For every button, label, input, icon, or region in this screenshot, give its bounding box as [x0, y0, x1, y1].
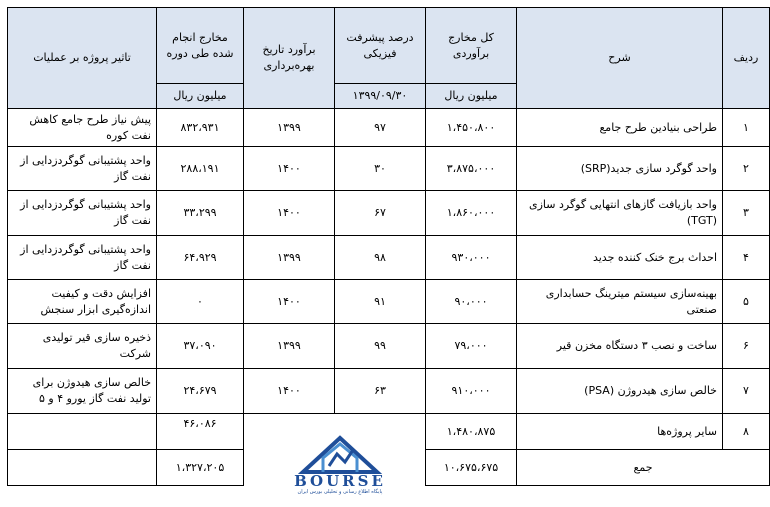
header-op-date: برآورد تاریخ بهره‌برداری — [244, 8, 335, 109]
row-total-cost: ۱،۴۸۰،۸۷۵ — [426, 414, 517, 450]
header-spent-unit: میلیون ریال — [157, 84, 244, 109]
row-spent: ۶۴،۹۲۹ — [157, 236, 244, 280]
row-number: ۲ — [723, 147, 770, 191]
total-impact-empty — [8, 450, 157, 486]
row-number: ۷ — [723, 369, 770, 414]
row-description: خالص سازی هیدروژن (PSA) — [517, 369, 723, 414]
row-description: بهینه‌سازی سیستم میترینگ حسابداری صنعتی — [517, 280, 723, 324]
table-row — [8, 236, 770, 280]
row-impact: واحد پشتیبانی گوگردزدایی از نفت گاز — [8, 191, 157, 236]
projects-table — [7, 7, 770, 486]
row-impact-empty — [8, 414, 157, 450]
row-number: ۳ — [723, 191, 770, 236]
row-number: ۱ — [723, 109, 770, 147]
row-description: واحد گوگرد سازی جدید(SRP) — [517, 147, 723, 191]
total-spent-sum: ۱،۳۲۷،۲۰۵ — [157, 450, 244, 486]
bourse-logo-mark — [263, 432, 417, 476]
row-total-cost: ۳،۸۷۵،۰۰۰ — [426, 147, 517, 191]
row-spent: ۰ — [157, 280, 244, 324]
header-progress-date: ۱۳۹۹/۰۹/۳۰ — [335, 84, 426, 109]
header-spent: مخارج انجام شده طی دوره — [157, 8, 244, 84]
row-total-cost: ۷۹،۰۰۰ — [426, 324, 517, 369]
row-description: واحد بازیافت گازهای انتهایی گوگرد سازی (TGT) — [517, 191, 723, 236]
row-progress: ۳۰ — [335, 147, 426, 191]
row-op-date: ۱۳۹۹ — [244, 236, 335, 280]
table-row — [8, 369, 770, 414]
row-total-cost: ۹۱۰،۰۰۰ — [426, 369, 517, 414]
row-progress: ۹۸ — [335, 236, 426, 280]
row-description: احداث برج خنک کننده جدید — [517, 236, 723, 280]
row-number: ۸ — [723, 414, 770, 450]
row-description: طراحی بنیادین طرح جامع — [517, 109, 723, 147]
table-row — [8, 109, 770, 147]
total-label: جمع — [517, 450, 770, 486]
row-op-date: ۱۴۰۰ — [244, 280, 335, 324]
row-total-cost: ۹۳۰،۰۰۰ — [426, 236, 517, 280]
row-spent: ۲۸۸،۱۹۱ — [157, 147, 244, 191]
row-op-date: ۱۳۹۹ — [244, 109, 335, 147]
row-total-cost: ۹۰،۰۰۰ — [426, 280, 517, 324]
row-impact: ذخیره سازی قیر تولیدی شرکت — [8, 324, 157, 369]
row-description: ساخت و نصب ۳ دستگاه مخزن قیر — [517, 324, 723, 369]
row-impact: واحد پشتیبانی گوگردزدایی از نفت گاز — [8, 236, 157, 280]
row-progress: ۶۷ — [335, 191, 426, 236]
row-op-date: ۱۴۰۰ — [244, 191, 335, 236]
header-description: شرح — [517, 8, 723, 109]
row-spent: ۸۳۲،۹۳۱ — [157, 109, 244, 147]
row-op-date: ۱۳۹۹ — [244, 324, 335, 369]
row-number: ۶ — [723, 324, 770, 369]
row-number: ۴ — [723, 236, 770, 280]
row-impact: واحد پشتیبانی گوگردزدایی از نفت گاز — [8, 147, 157, 191]
row-impact: پیش نیاز طرح جامع کاهش نفت کوره — [8, 109, 157, 147]
logo-wordmark: BOURSE — [294, 472, 386, 490]
row-total-cost: ۱،۴۵۰،۸۰۰ — [426, 109, 517, 147]
row-op-date: ۱۴۰۰ — [244, 147, 335, 191]
header-row-no: ردیف — [723, 8, 770, 109]
table-row — [8, 280, 770, 324]
header-progress: درصد پیشرفت فیزیکی — [335, 8, 426, 84]
table-row — [8, 147, 770, 191]
header-total-cost-unit: میلیون ریال — [426, 84, 517, 109]
row-impact: افزایش دقت و کیفیت اندازه‌گیری ابزار سنجش — [8, 280, 157, 324]
row-spent: ۳۷،۰۹۰ — [157, 324, 244, 369]
row-progress: ۹۱ — [335, 280, 426, 324]
row-description: سایر پروژه‌ها — [517, 414, 723, 450]
table-row — [8, 191, 770, 236]
row-total-cost: ۱،۸۶۰،۰۰۰ — [426, 191, 517, 236]
total-cost-sum: ۱۰،۶۷۵،۶۷۵ — [426, 450, 517, 486]
logo-tagline: پایگاه اطلاع رسانی و تحلیلی بورس ایران — [297, 489, 383, 495]
row-progress: ۹۹ — [335, 324, 426, 369]
row-spent: ۳۳،۲۹۹ — [157, 191, 244, 236]
row-progress: ۹۷ — [335, 109, 426, 147]
row-spent: ۲۴،۶۷۹ — [157, 369, 244, 414]
header-total-cost: کل مخارج برآوردی — [426, 8, 517, 84]
bourse-logo — [263, 432, 417, 496]
row-impact: خالص سازی هیدوژن برای تولید نفت گاز یورو ۴ و ۵ — [8, 369, 157, 414]
row-number: ۵ — [723, 280, 770, 324]
header-impact: تاثیر پروژه بر عملیات — [8, 8, 157, 109]
row-spent: ۴۶،۰۸۶ — [157, 414, 244, 450]
row-progress: ۶۳ — [335, 369, 426, 414]
row-op-date: ۱۴۰۰ — [244, 369, 335, 414]
table-row — [8, 324, 770, 369]
